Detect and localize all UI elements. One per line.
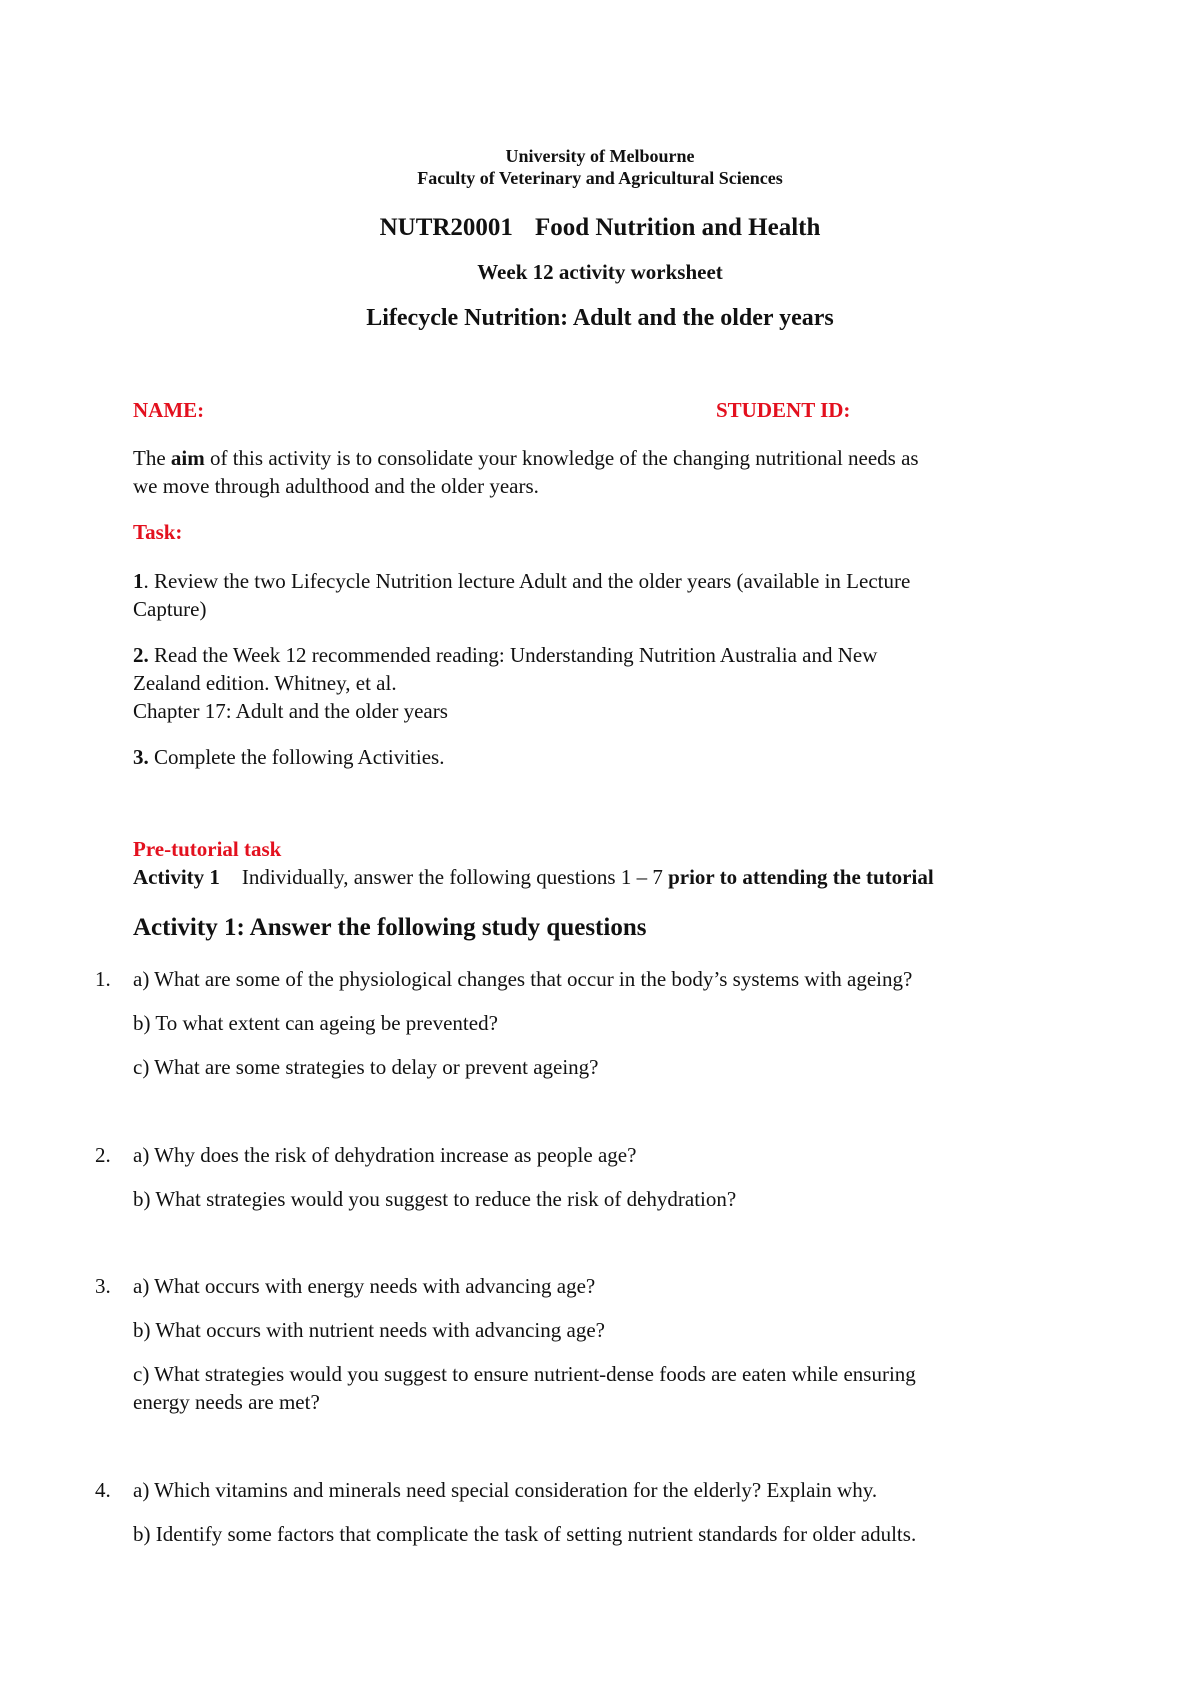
task-item-3 xyxy=(133,743,444,771)
question-1b: b) To what extent can ageing be prevented? xyxy=(133,1011,498,1035)
name-label: NAME: xyxy=(133,398,205,422)
task-item-2-line-3: Chapter 17: Adult and the older years xyxy=(133,699,448,723)
question-1a: a) What are some of the physiological changes that occur in the body’s systems with ageing? xyxy=(133,967,913,991)
question-number-1: 1. xyxy=(95,967,111,991)
question-4b: b) Identify some factors that complicate the task of setting nutrient standards for older adults. xyxy=(133,1522,917,1546)
topic-title: Lifecycle Nutrition: Adult and the older years xyxy=(366,305,834,331)
question-2a: a) Why does the risk of dehydration increase as people age? xyxy=(133,1143,637,1167)
question-number-4: 4. xyxy=(95,1478,111,1502)
question-2b: b) What strategies would you suggest to reduce the risk of dehydration? xyxy=(133,1187,737,1211)
task-item-text: Read the Week 12 recommended reading: Understanding Nutrition Australia and New xyxy=(148,643,878,667)
task-item-number: 2. xyxy=(133,643,149,667)
task-item-1-continued: Capture) xyxy=(133,597,207,621)
task-label: Task: xyxy=(133,520,183,544)
aim-prefix: The xyxy=(133,446,171,470)
activity-bold: prior to attending the tutorial xyxy=(668,865,934,889)
task-item-number: 1 xyxy=(133,569,144,593)
aim-rest: of this activity is to consolidate your knowledge of the changing nutritional needs as xyxy=(204,446,919,470)
activity-text: Individually, answer the following questions 1 – 7 xyxy=(241,865,669,889)
task-item-text: . Review the two Lifecycle Nutrition lecture Adult and the older years (available in Lecture xyxy=(143,569,911,593)
aim-bold: aim xyxy=(170,446,205,470)
activity-1-heading: Activity 1: Answer the following study questions xyxy=(133,914,647,941)
task-item-text: Complete the following Activities. xyxy=(148,745,445,769)
question-3c: c) What strategies would you suggest to ensure nutrient-dense foods are eaten while ensuring xyxy=(133,1362,916,1386)
pretutorial-label: Pre-tutorial task xyxy=(133,837,282,861)
task-item-2 xyxy=(133,641,877,669)
question-3a: a) What occurs with energy needs with advancing age? xyxy=(133,1274,596,1298)
question-3c-continued: energy needs are met? xyxy=(133,1390,320,1414)
course-name: Food Nutrition and Health xyxy=(534,214,821,241)
faculty-name: Faculty of Veterinary and Agricultural Sciences xyxy=(417,168,783,188)
question-3b: b) What occurs with nutrient needs with advancing age? xyxy=(133,1318,605,1342)
course-title xyxy=(0,214,1200,242)
week-title: Week 12 activity worksheet xyxy=(477,260,723,284)
question-1c: c) What are some strategies to delay or prevent ageing? xyxy=(133,1055,599,1079)
task-item-number: 3. xyxy=(133,745,149,769)
course-code: NUTR20001 xyxy=(379,214,513,241)
aim-line-2: we move through adulthood and the older years. xyxy=(133,474,539,498)
question-number-2: 2. xyxy=(95,1143,111,1167)
question-4a: a) Which vitamins and minerals need special consideration for the elderly? Explain why. xyxy=(133,1478,878,1502)
task-item-2-line-2: Zealand edition. Whitney, et al. xyxy=(133,671,397,695)
aim-line-1 xyxy=(133,444,919,472)
task-item-1 xyxy=(133,567,910,595)
student-id-label: STUDENT ID: xyxy=(716,398,851,422)
pretutorial-activity xyxy=(133,863,934,891)
question-number-3: 3. xyxy=(95,1274,111,1298)
university-name: University of Melbourne xyxy=(505,146,695,166)
activity-label: Activity 1 xyxy=(133,865,220,889)
